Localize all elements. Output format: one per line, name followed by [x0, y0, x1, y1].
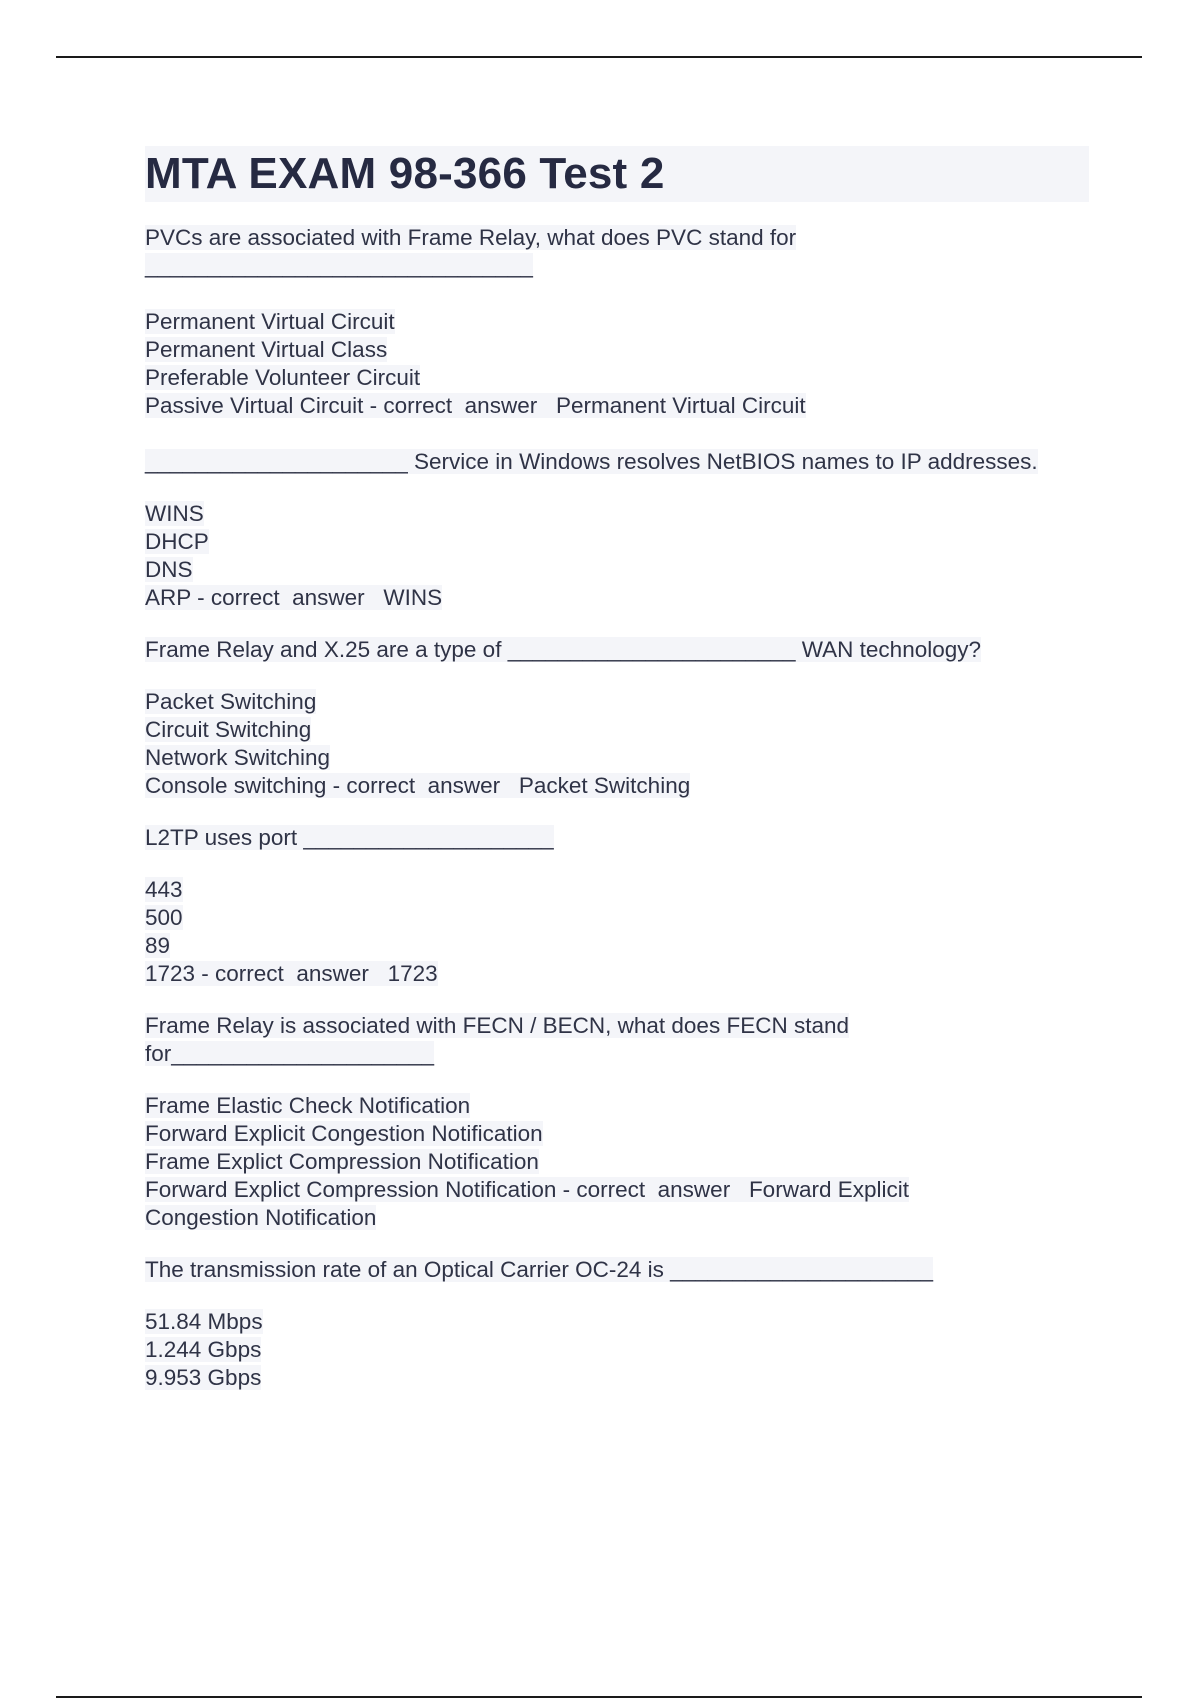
answer-option: Congestion Notification [145, 1205, 377, 1230]
question-block [145, 1256, 1089, 1392]
answer-option: Forward Explicit Congestion Notification [145, 1121, 543, 1146]
question-block [145, 448, 1089, 612]
answer-option: Permanent Virtual Circuit [145, 309, 395, 334]
question-text: _______________________________ [145, 253, 533, 278]
answer-option: Preferable Volunteer Circuit [145, 365, 421, 390]
answer-option: Frame Elastic Check Notification [145, 1093, 471, 1118]
question-block [145, 224, 1089, 420]
answer-option: Forward Explict Compression Notification - correct answer Forward Explicit [145, 1177, 909, 1202]
answer-option: Circuit Switching [145, 717, 312, 742]
document-body [145, 146, 1089, 1392]
answer-option: Passive Virtual Circuit - correct answer Permanent Virtual Circuit [145, 393, 806, 418]
document-title: MTA EXAM 98-366 Test 2 [145, 149, 665, 198]
question-text: for_____________________ [145, 1041, 435, 1066]
answer-option: 1723 - correct answer 1723 [145, 961, 438, 986]
answer-option: Network Switching [145, 745, 331, 770]
answer-option: Permanent Virtual Class [145, 337, 388, 362]
answer-option: Packet Switching [145, 689, 317, 714]
question-block [145, 636, 1089, 800]
answer-option: 89 [145, 933, 171, 958]
question-block [145, 824, 1089, 988]
question-text: PVCs are associated with Frame Relay, what does PVC stand for [145, 225, 797, 250]
question-text: The transmission rate of an Optical Carrier OC-24 is _____________________ [145, 1257, 933, 1282]
page-top-rule [56, 56, 1142, 58]
question-text: L2TP uses port ____________________ [145, 825, 554, 850]
page-bottom-rule [56, 1696, 1142, 1698]
answer-option: 9.953 Gbps [145, 1365, 262, 1390]
answer-option: DHCP [145, 529, 209, 554]
answer-option: Frame Explict Compression Notification [145, 1149, 539, 1174]
question-text: Frame Relay is associated with FECN / BECN, what does FECN stand [145, 1013, 849, 1038]
answer-option: ARP - correct answer WINS [145, 585, 443, 610]
answer-option: 443 [145, 877, 183, 902]
question-text: Frame Relay and X.25 are a type of _______________________ WAN technology? [145, 637, 982, 662]
answer-option: Console switching - correct answer Packet Switching [145, 773, 691, 798]
answer-option: WINS [145, 501, 204, 526]
answer-option: 51.84 Mbps [145, 1309, 263, 1334]
title-banner [145, 146, 1089, 202]
question-text: _____________________ Service in Windows resolves NetBIOS names to IP addresses. [145, 449, 1038, 474]
answer-option: DNS [145, 557, 193, 582]
question-block [145, 1012, 1089, 1232]
answer-option: 500 [145, 905, 183, 930]
answer-option: 1.244 Gbps [145, 1337, 262, 1362]
